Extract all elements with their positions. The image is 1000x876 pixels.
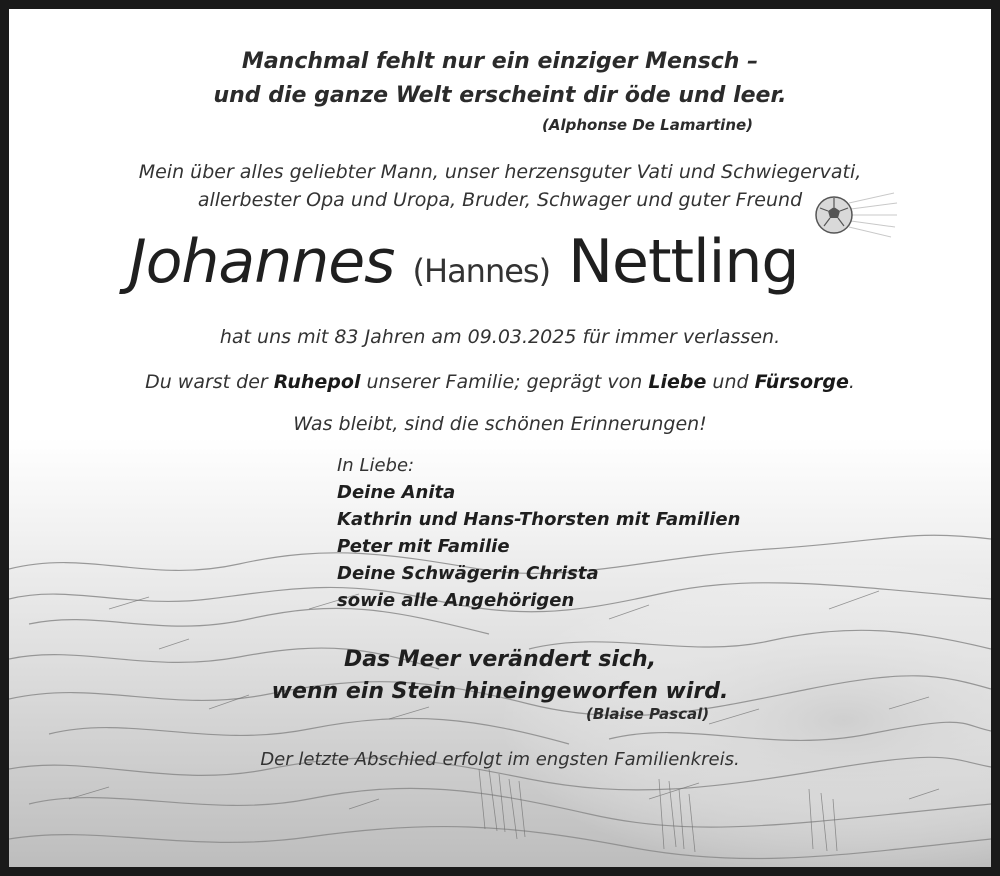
closing-line: Der letzte Abschied erfolgt im engsten Familienkreis. — [260, 749, 740, 770]
nickname: (Hannes) — [412, 252, 551, 290]
family-label: In Liebe: — [337, 455, 415, 476]
intro-line-1: Mein über alles geliebter Mann, unser herzensguter Vati und Schwiegervati, — [138, 161, 862, 183]
bottom-quote-line-1: Das Meer verändert sich, — [343, 647, 657, 672]
family-member: Peter mit Familie — [337, 536, 510, 557]
bottom-quote-line-2: wenn ein Stein hineingeworfen wird. — [271, 679, 729, 704]
top-quote-line-1: Manchmal fehlt nur ein einziger Mensch – — [241, 49, 759, 74]
top-quote-line-2: und die ganze Welt erscheint dir öde und leer. — [213, 83, 787, 108]
deceased-name — [129, 227, 798, 297]
football-icon — [809, 185, 899, 245]
family-member: Deine Schwägerin Christa — [337, 563, 599, 584]
tribute-part-4: . — [848, 371, 855, 393]
notice-content — [9, 9, 991, 867]
tribute-word-fuersorge: Fürsorge — [754, 371, 849, 393]
top-quote-author: (Alphonse De Lamartine) — [542, 116, 754, 134]
tribute-part-3: und — [706, 371, 755, 393]
intro-line-2: allerbester Opa und Uropa, Bruder, Schwager und guter Freund — [197, 189, 803, 211]
first-name: Johannes — [129, 227, 395, 297]
tribute-word-ruhepol: Ruhepol — [273, 371, 361, 393]
tribute-part-2: unserer Familie; geprägt von — [360, 371, 649, 393]
family-member: Deine Anita — [337, 482, 456, 503]
last-name: Nettling — [568, 227, 799, 297]
family-member: sowie alle Angehörigen — [337, 590, 575, 611]
tribute-word-liebe: Liebe — [648, 371, 707, 393]
tribute-line — [9, 371, 991, 393]
family-signatures — [337, 452, 740, 614]
family-member: Kathrin und Hans-Thorsten mit Familien — [337, 509, 741, 530]
death-line: hat uns mit 83 Jahren am 09.03.2025 für immer verlassen. — [219, 326, 781, 348]
bottom-quote-author: (Blaise Pascal) — [586, 705, 710, 723]
memories-line: Was bleibt, sind die schönen Erinnerungen! — [293, 413, 707, 435]
tribute-part-1: Du warst der — [145, 371, 274, 393]
